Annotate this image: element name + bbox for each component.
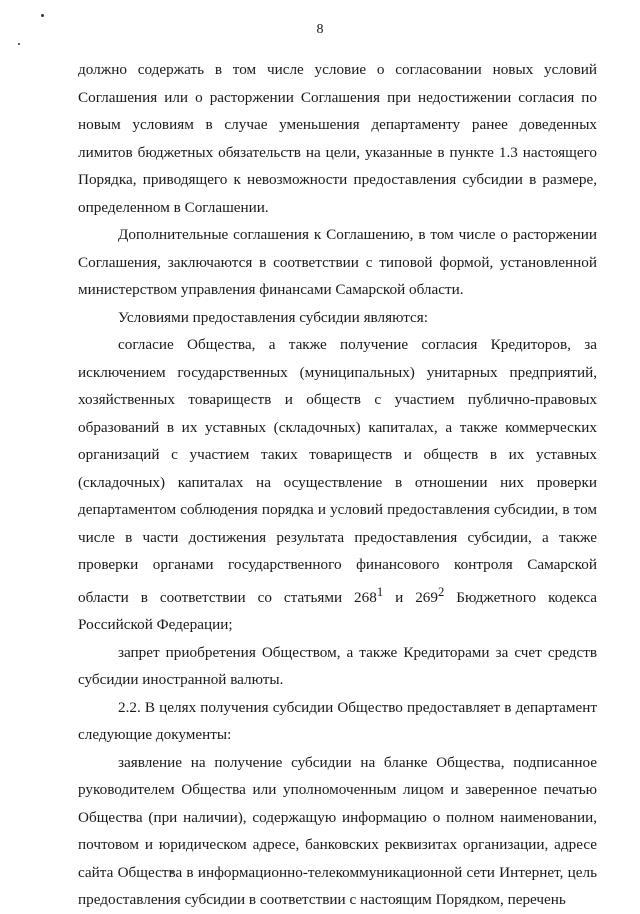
scan-speck [41, 14, 44, 17]
scan-speck [18, 43, 20, 45]
paragraph: Дополнительные соглашения к Соглашению, в том числе о расторжении Соглашения, заключаются в соответствии с типовой формой, установленной министерством управления финансами Самарской области. [78, 226, 597, 298]
paragraph-text: и 269 [383, 588, 438, 606]
paragraph: заявление на получение субсидии на бланке Общества, подписанное руководителем Общества или уполномоченным лицом и заверенное печатью Общества (при наличии), содержащую информацию о полном наименовании, почтовом и юридическом адресе, банковских реквизитах организации, адресе сайта Общества в информационно-телекоммуникационной сети Интернет, цель предоставления субсидии в соответствии с настоящим Порядком, перечень [78, 753, 597, 909]
paragraph: Условиями предоставления субсидии являются: [118, 308, 428, 326]
article-superscript: 2 [438, 584, 445, 599]
paragraph-text: согласие Общества, а также получение согласия Кредиторов, за исключением государственных (муниципальных) унитарных предприятий, хозяйственных товариществ и обществ с участием публично-правовых образований в их уставных (складочных) капиталах, а также коммерческих организаций с участием таких товариществ и обществ в их уставных (складочных) капиталах на осуществление в отношении них проверки департаментом соблюдения порядка и условий предоставления субсидии, в том числе в части достижения результата предоставления субсидии, а также проверки органами государственного финансового контроля Самарской области в соответствии со статьями 268 [78, 336, 597, 606]
paragraph [78, 331, 597, 639]
article-superscript: 1 [376, 584, 384, 599]
paragraph: запрет приобретения Обществом, а также Кредиторами за счет средств субсидии иностранной валюты. [78, 643, 597, 689]
paragraph: должно содержать в том числе условие о согласовании новых условий Соглашения или о расторжении Соглашения при недостижении согласия по новым условиям в случае уменьшения департаменту ранее доведенных лимитов бюджетных обязательств на цели, указанные в пункте 1.3 настоящего Порядка, приводящего к невозможности предоставления субсидии в размере, определенном в Соглашении. [78, 61, 597, 216]
page-number: 8 [316, 22, 324, 37]
paragraph-text: Бюджетного кодекса Российской Федерации; [78, 588, 597, 634]
document-body [78, 56, 597, 914]
paragraph: 2.2. В целях получения субсидии Общество предоставляет в департамент следующие документы: [78, 698, 597, 744]
